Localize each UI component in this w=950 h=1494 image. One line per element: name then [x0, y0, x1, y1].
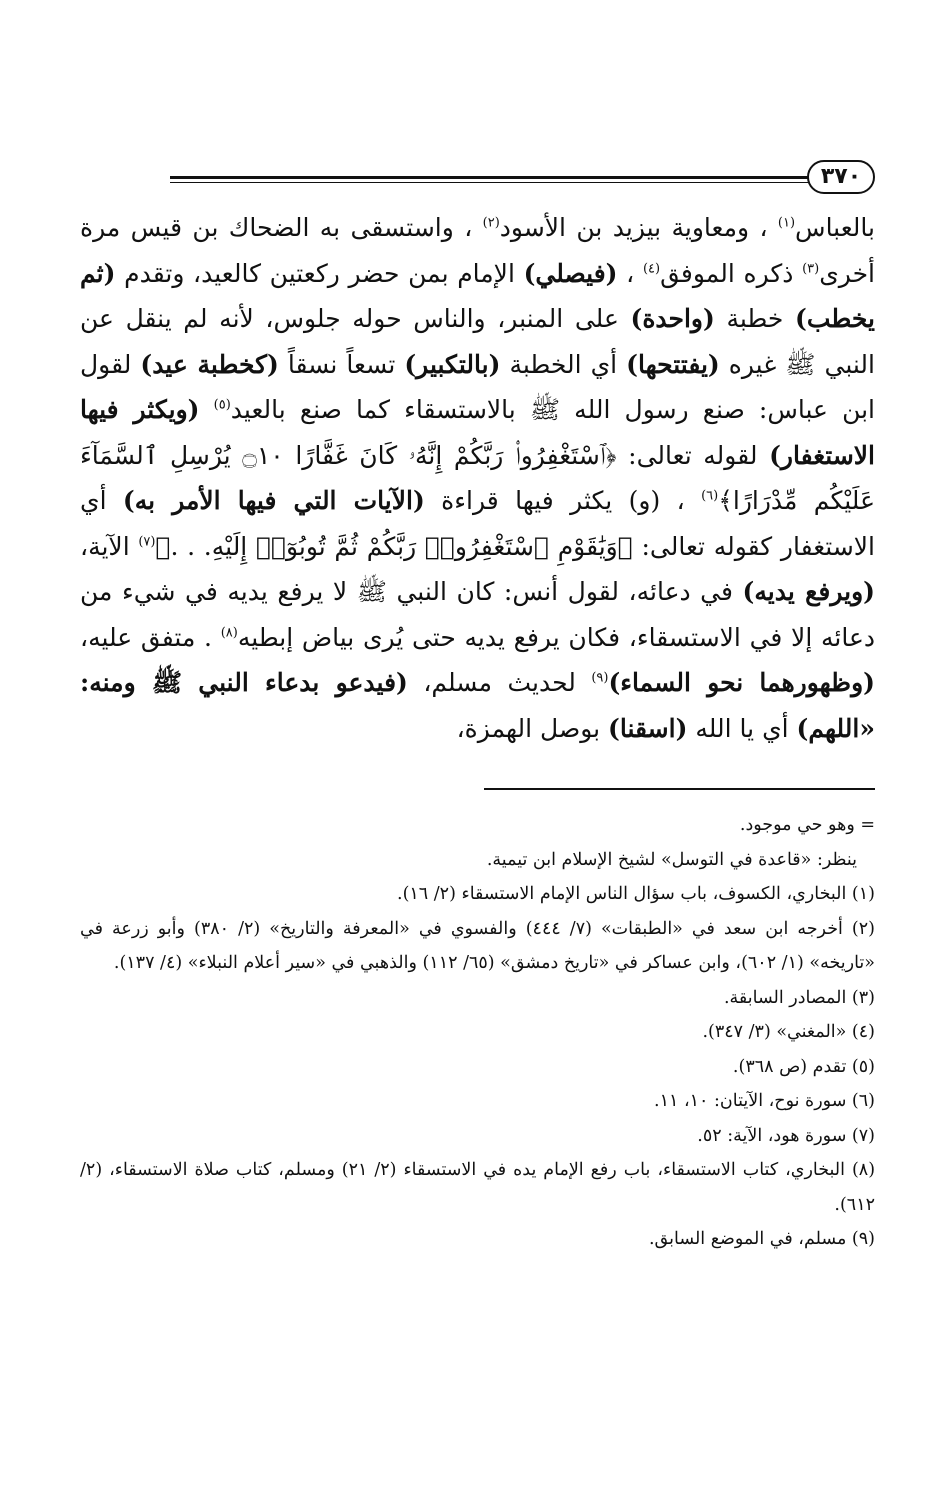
text-run: تسعاً نسقاً	[278, 349, 405, 379]
matn-bold: (واحدة)	[630, 304, 715, 333]
text-run: في دعائه، لقول أنس: كان النبي ﷺ لا يرفع يديه في شيء من دعائه إلا في الاستسقاء، فكان يرفع يديه حتى يُرى بياض إبطيه	[80, 577, 875, 652]
text-run: . متفق عليه،	[80, 622, 221, 652]
footnote-2: (٢) أخرجه ابن سعد في «الطبقات» (٧/ ٤٤٤) والفسوي في «المعرفة والتاريخ» (٢/ ٣٨٠) وأبو زرعة في «تاريخه» (١/ ٦٠٢)، وابن عساكر في «تاريخ دمشق» (٦٥/ ١١٢) والذهبي في «سير أعلام النبلاء» (٤/ ١٣٧).	[80, 918, 875, 973]
footnote-continuation: = وهو حي موجود.	[739, 815, 875, 835]
text-run: أي الخطبة	[500, 349, 627, 379]
matn-bold: (فيدعو بدعاء النبي ﷺ ومنه: «اللهم)	[80, 668, 875, 743]
matn-bold: (ويكثر فيها الاستغفار)	[80, 395, 875, 470]
text-run: الإمام بمن حضر ركعتين كالعيد، وتقدم	[115, 258, 524, 288]
footnote-6: (٦) سورة نوح، الآيتان: ١٠، ١١.	[654, 1091, 875, 1111]
header-rule	[170, 176, 815, 179]
text-run: خطبة	[714, 304, 796, 333]
main-paragraph	[80, 205, 875, 751]
footnote-ref: (٥)	[213, 397, 231, 413]
footnote-ref: (٦)	[701, 488, 719, 504]
footnote-8: (٨) البخاري، كتاب الاستسقاء، باب رفع الإمام يده في الاستسقاء (٢/ ٢١) ومسلم، كتاب صلاة الاستسقاء، (٢/ ٦١٢).	[80, 1160, 876, 1215]
text-run: ،	[617, 258, 643, 288]
footnote-ref: (٨)	[220, 625, 238, 641]
footnote-3: (٣) المصادر السابقة.	[723, 987, 875, 1008]
matn-bold: (اسقنا)	[608, 713, 688, 743]
footnote-ref: (٤)	[642, 261, 661, 277]
text-run: ، (و) يكثر فيها قراءة	[424, 486, 702, 515]
header-rule-thin	[170, 182, 815, 183]
text-run: لقول ابن عباس: صنع رسول الله ﷺ بالاستسقاء كما صنع بالعيد	[80, 349, 875, 424]
footnotes	[80, 808, 875, 1257]
footnote-ref: (٢)	[482, 215, 500, 231]
matn-bold: (يفتتحها)	[626, 349, 720, 379]
text-run: الآية،	[80, 531, 139, 561]
text-run: بوصل الهمزة،	[456, 713, 609, 743]
text-run: على المنبر، والناس حوله جلوس، لأنه لم ينقل عن النبي ﷺ غيره	[80, 304, 875, 379]
text-run: ، واستسقى به الضحاك بن قيس مرة أخرى	[80, 213, 875, 288]
footnote-separator	[484, 788, 875, 790]
footnote-ref: (٣)	[802, 261, 820, 277]
footnote-5: (٥) تقدم (ص ٣٦٨).	[732, 1056, 875, 1077]
page-number: ٣٧٠	[807, 160, 875, 194]
text-run: ذكره الموفق	[660, 258, 803, 288]
footnote-7: (٧) سورة هود، الآية: ٥٢.	[697, 1125, 875, 1146]
matn-bold: (وظهورهما نحو السماء)	[608, 668, 875, 697]
text-run: لحديث مسلم،	[407, 668, 592, 697]
matn-bold: (ويرفع يديه)	[742, 577, 875, 606]
matn-bold: (بالتكبير)	[404, 349, 501, 379]
footnote-4: (٤) «المغني» (٣/ ٣٤٧).	[702, 1022, 875, 1042]
matn-bold: (ثم يخطب)	[80, 258, 875, 333]
text-run: بالعباس	[795, 213, 875, 242]
main-text	[80, 205, 875, 751]
footnote-ref: (٧)	[138, 534, 156, 550]
text-run: أي يا الله	[687, 713, 797, 743]
footnote-1: (١) البخاري، الكسوف، باب سؤال الناس الإمام الاستسقاء (٢/ ١٦).	[397, 884, 875, 904]
footnote-ref: (١)	[777, 215, 796, 231]
quran-verse: لقوله تعالى: ﴿ٱسْتَغْفِرُوا۟ رَبَّكُمْ إِنَّهُۥ كَانَ غَفَّارًا ۝١٠ يُرْسِلِ ٱلسَّمَآءَ عَلَيْكُم مِّدْرَارًا﴾	[80, 440, 875, 515]
page-header	[170, 158, 875, 198]
text-run: ، ومعاوية بيزيد بن الأسود	[499, 213, 778, 242]
footnote-continuation: ينظر: «قاعدة في التوسل» لشيخ الإسلام ابن تيمية.	[486, 849, 857, 870]
matn-bold: (كخطبة عيد)	[140, 349, 279, 379]
quran-verse: أي الاستغفار كقوله تعالى: ﴿وَيَٰقَوْمِ ٱسْتَغْفِرُوا۟ رَبَّكُمْ ثُمَّ تُوبُوٓا۟ إِلَيْهِ. . .﴾	[80, 486, 875, 561]
footnote-ref: (٩)	[591, 670, 609, 686]
matn-bold: (فيصلي)	[523, 258, 618, 288]
footnote-9: (٩) مسلم، في الموضع السابق.	[648, 1229, 875, 1249]
matn-bold: (الآيات التي فيها الأمر به)	[122, 486, 425, 515]
